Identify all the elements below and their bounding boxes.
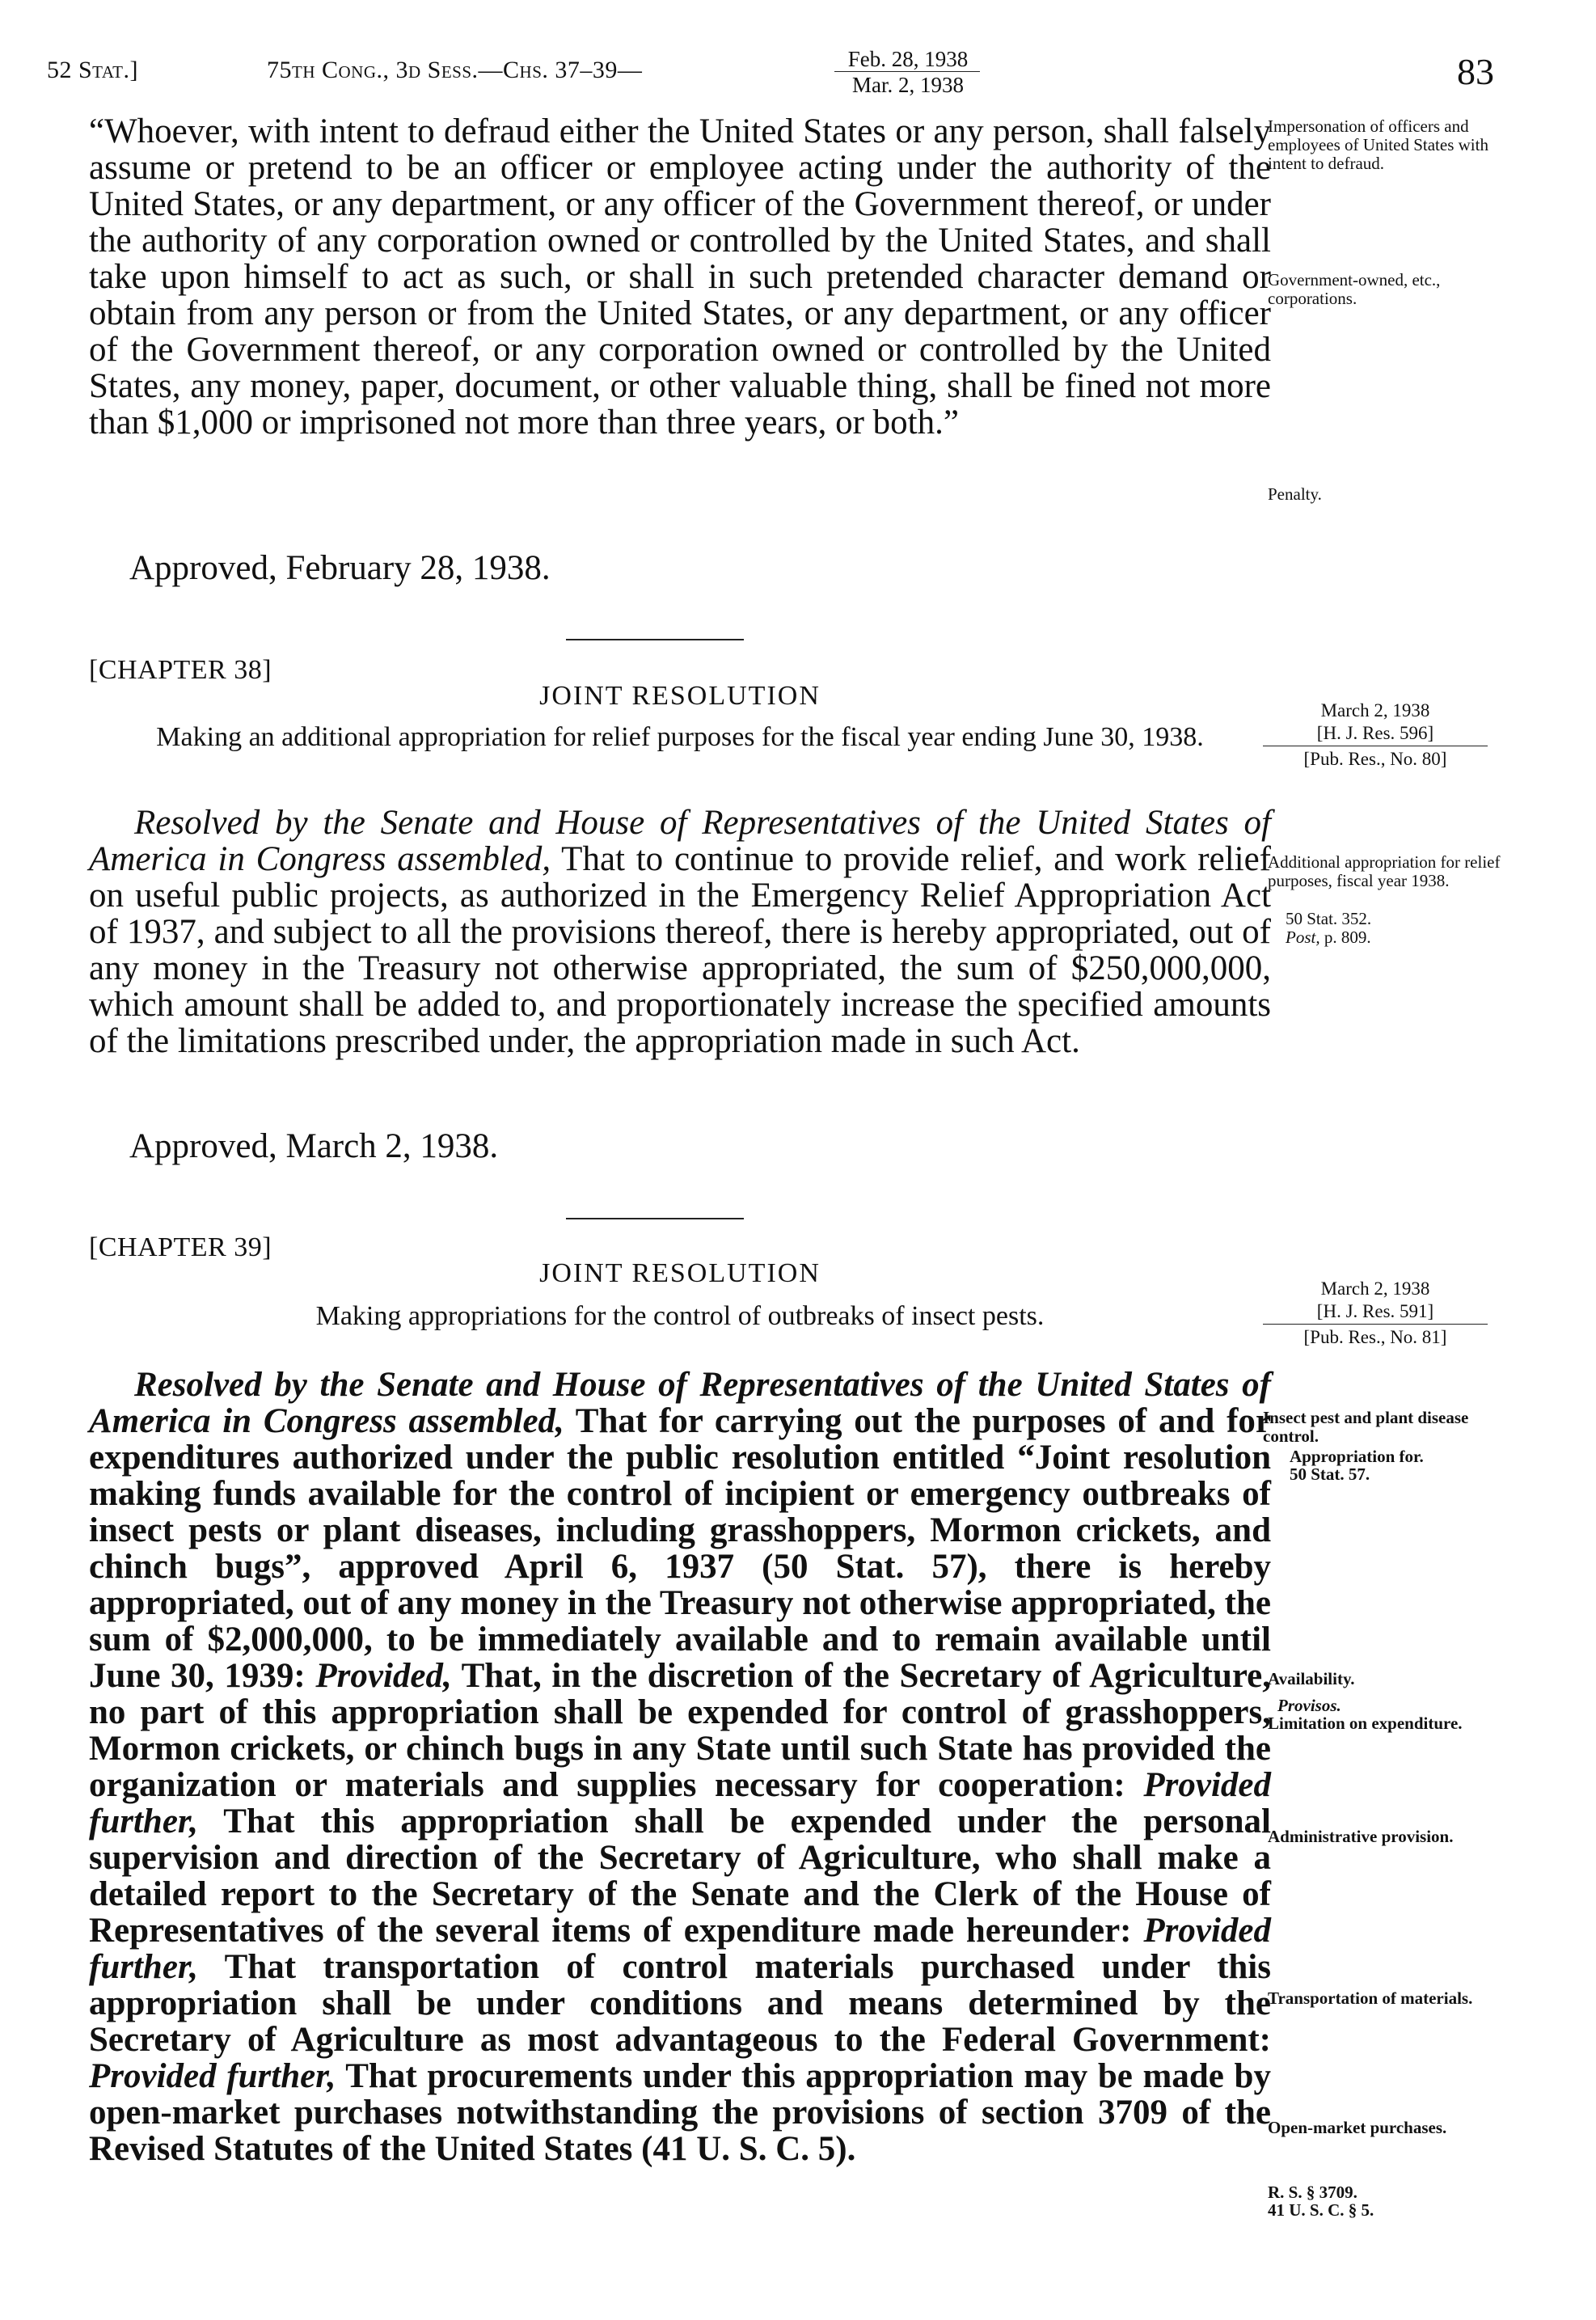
note-insect-ref: 50 Stat. 57. [1290,1464,1370,1484]
header-date-top: Feb. 28, 1938 [847,47,969,71]
chapter39-date: March 2, 1938 [1320,1278,1430,1299]
chapter38-body [89,805,1271,1059]
chapter39-side-rule [1263,1324,1488,1325]
chapter38-approved: Approved, March 2, 1938. [129,1127,499,1165]
chapter39-description: Making appropriations for the control of outbreaks of insect pests. [315,1301,1045,1331]
section1-approved: Approved, February 28, 1938. [129,549,551,587]
note-administrative: Administrative provision. [1268,1827,1454,1846]
note-provisos-text: Provisos. [1277,1696,1341,1715]
chapter39-text-e: That procurements under this appropriation may be made by open-market purchases notwithstanding the provisions of section 3709 of the Revised Statutes of the United States (41 U. S. C. 5). [89,2057,1271,2168]
note-insect-approp: Appropriation for. [1290,1447,1424,1466]
chapter39-intro: Resolved by the Senate and House of Representatives of the United States of America in Congress assembled, [89,1366,1271,1440]
chapter38-description: Making an additional appropriation for relief purposes for the fiscal year ending June 30, 1938. [156,722,1204,752]
chapter39-proviso2: Provided further, [89,1766,1271,1840]
header-left: 52 Stat.] [47,57,138,83]
chapter38-intro: Resolved by the Senate and House of Representatives of the United States of America in Congress assembled, [89,804,1271,878]
chapter39-heading: JOINT RESOLUTION [539,1258,821,1288]
chapter38-note: Additional appropriation for relief purposes, fiscal year 1938. [1268,852,1501,890]
chapter38-date: March 2, 1938 [1320,700,1430,721]
chapter39-text-c: That this appropriation shall be expended under the personal supervision and direction of the Secretary of Agriculture, who shall make a detailed report to the Secretary of the Senate and the Clerk of the House of Representatives of the several items of expenditure made hereunder: [89,1802,1271,1950]
chapter39-proviso1: Provided, [315,1657,452,1695]
header-date-rule [834,71,980,72]
note-penalty: Penalty. [1268,484,1322,504]
chapter39-text-a: That for carrying out the purposes of and for expenditures authorized under the public resolution entitled “Joint resolution making funds available for the control of incipient or emergency outbreaks of insect pests or plant diseases, including grasshoppers, Mormon crickets, and chinch bugs”, approved April 6, 1937 (50 Stat. 57), there is hereby appropriated, out of any money in the Treasury not otherwise appropriated, the sum of $2,000,000, to be immediately available and to remain available until June 30, 1939: [89,1402,1271,1695]
chapter39-text-b: That, in the discretion of the Secretary of Agriculture, no part of this appropriation shall be expended for control of grasshoppers, Mormon crickets, or chinch bugs in any State until such State has provided the organization or materials and supplies necessary for cooperation: [89,1657,1272,1804]
chapter38-text: That to continue to provide relief, and work relief on useful public projects, as authorized in the Emergency Relief Appropriation Act of 1937, and subject to all the provisions thereof, there is hereby appropriated, out of any money in the Treasury not otherwise appropriated, the sum of $250,000,000, which amount shall be added to, and proportionately increase the specified amounts of the limitations prescribed under, the appropriation made in such Act. [89,840,1271,1060]
divider-38 [566,639,744,640]
chapter38-heading: JOINT RESOLUTION [539,681,821,711]
chapter39-proviso3: Provided further, [89,1912,1272,1986]
note-open-market: Open-market purchases. [1268,2118,1447,2137]
section1-text: “Whoever, with intent to defraud either the United States or any person, shall falsely assume or pretend to be an officer or employee acting under the authority of the United States, or any department, or any officer of the Government thereof, or under the authority of any corporation owned or controlled by the United States, and shall take upon himself to act as such, or shall in such pretended character demand or obtain from any person or from the United States, or any department, or any officer of the Government thereof, or any corporation owned or controlled by the United States, any money, paper, document, or other valuable thing, shall be fined not more than $1,000 or imprisoned not more than three years, or both.” [89,112,1271,442]
chapter39-res: [H. J. Res. 591] [1316,1301,1434,1321]
note-insect: Insect pest and plant disease control. [1263,1408,1469,1446]
chapter39-pub: [Pub. Res., No. 81] [1303,1327,1447,1347]
chapter38-label: [CHAPTER 38] [89,655,272,685]
header-date-bottom: Mar. 2, 1938 [852,73,964,97]
note-impersonation: Impersonation of officers and employees of United States with intent to defraud. [1268,116,1488,173]
page-number: 83 [1457,51,1494,92]
chapter38-pub: [Pub. Res., No. 80] [1303,749,1447,769]
note-corporations: Government-owned, etc., corporations. [1268,270,1441,308]
chapter39-body [89,1367,1271,2167]
note-provisos [1277,1697,1512,1715]
note-availability: Availability. [1268,1669,1355,1688]
note-rs: R. S. § 3709. [1268,2183,1357,2202]
note-usc: 41 U. S. C. § 5. [1268,2200,1374,2220]
chapter38-note-ref2-rest: p. 809. [1324,928,1371,947]
chapter39-proviso4: Provided further, [89,2057,336,2095]
note-limitation: Limitation on expenditure. [1268,1714,1463,1733]
chapter39-label: [CHAPTER 39] [89,1232,272,1262]
chapter39-text-d: That transportation of control materials purchased under this appropriation shall be under conditions and means determined by the Secretary of Agriculture as most advantageous to the Federal Government: [89,1948,1271,2059]
header-center: 75th Cong., 3d Sess.—Chs. 37–39— [267,57,643,83]
chapter38-res: [H. J. Res. 596] [1316,723,1434,743]
chapter38-note-ref1: 50 Stat. 352. [1286,909,1372,928]
divider-39 [566,1218,744,1219]
chapter38-note-ref2-italic: Post, [1286,928,1320,947]
chapter38-note-ref2 [1286,928,1520,947]
note-transportation: Transportation of materials. [1268,1988,1473,2008]
